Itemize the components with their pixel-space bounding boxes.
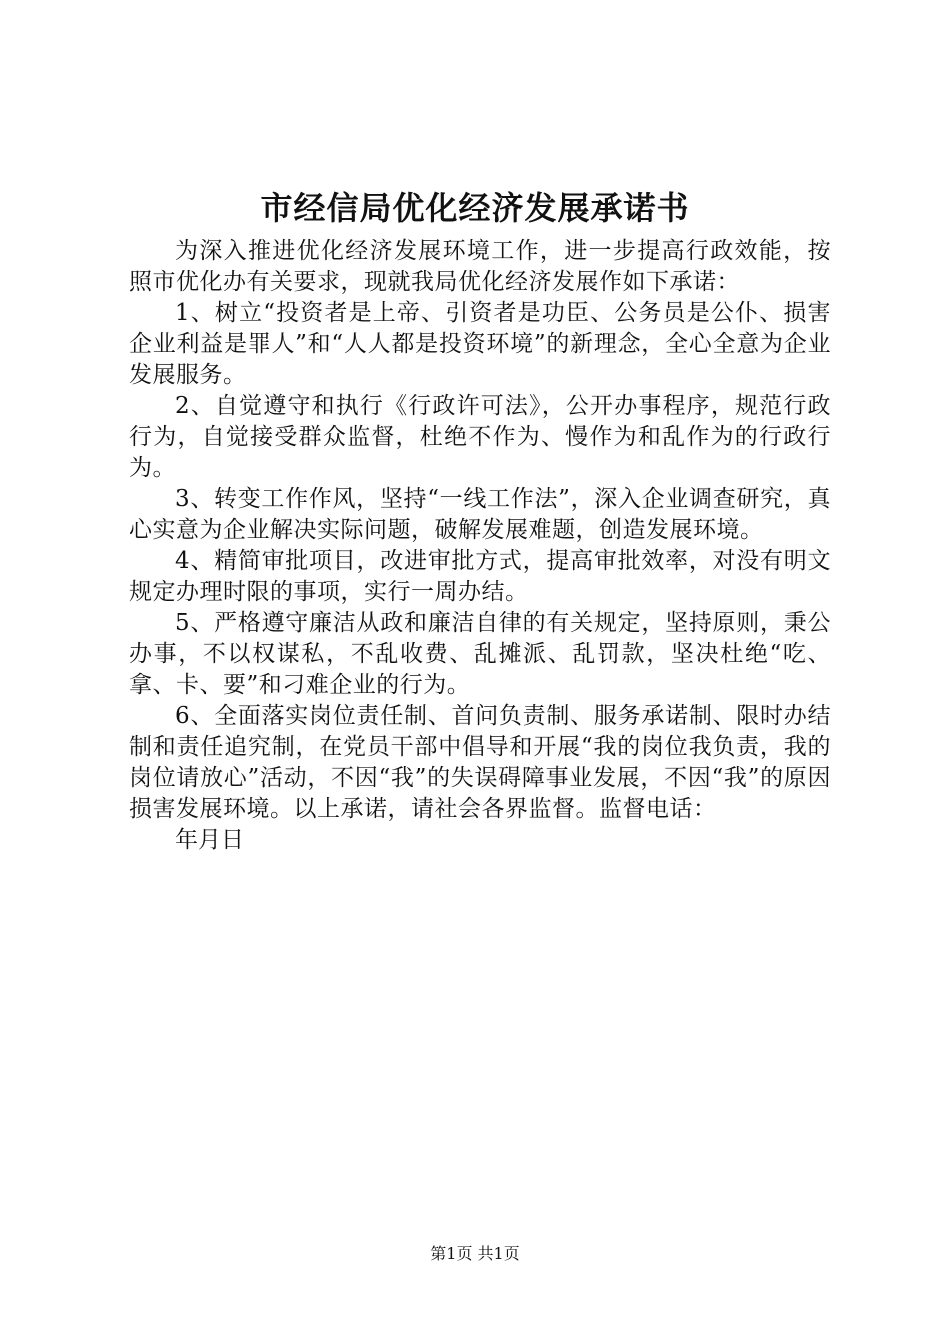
commitment-paragraph-1: 1、树立“投资者是上帝、引资者是功臣、公务员是公仆、损害企业利益是罪人”和“人人都是投资环境”的新理念，全心全意为企业发展服务。 (129, 300, 831, 388)
date-line: 年月日 (175, 827, 244, 853)
commitment-paragraph-2: 2、自觉遵守和执行《行政许可法》，公开办事程序，规范行政行为，自觉接受群众监督，杜绝不作为、慢作为和乱作为的行政行为。 (129, 393, 831, 481)
document-title: 市经信局优化经济发展承诺书 (260, 189, 690, 227)
document-body (129, 236, 831, 856)
commitment-paragraph-4: 4、精简审批项目，改进审批方式，提高审批效率，对没有明文规定办理时限的事项，实行一周办结。 (129, 548, 831, 605)
commitment-paragraph-5: 5、严格遵守廉洁从政和廉洁自律的有关规定，坚持原则，秉公办事，不以权谋私，不乱收费、乱摊派、乱罚款，坚决杜绝“吃、拿、卡、要”和刁难企业的行为。 (129, 610, 831, 698)
intro-paragraph: 为深入推进优化经济发展环境工作，进一步提高行政效能，按照市优化办有关要求，现就我局优化经济发展作如下承诺： (129, 238, 831, 295)
page-footer: 第1页 共1页 (430, 1244, 520, 1263)
commitment-paragraph-3: 3、转变工作作风，坚持“一线工作法”，深入企业调查研究，真心实意为企业解决实际问题，破解发展难题，创造发展环境。 (129, 486, 831, 543)
commitment-paragraph-6: 6、全面落实岗位责任制、首问负责制、服务承诺制、限时办结制和责任追究制，在党员干部中倡导和开展“我的岗位我负责，我的岗位请放心”活动，不因“我”的失误碍障事业发展，不因“我”的原因损害发展环境。以上承诺，请社会各界监督。监督电话： (129, 703, 831, 822)
